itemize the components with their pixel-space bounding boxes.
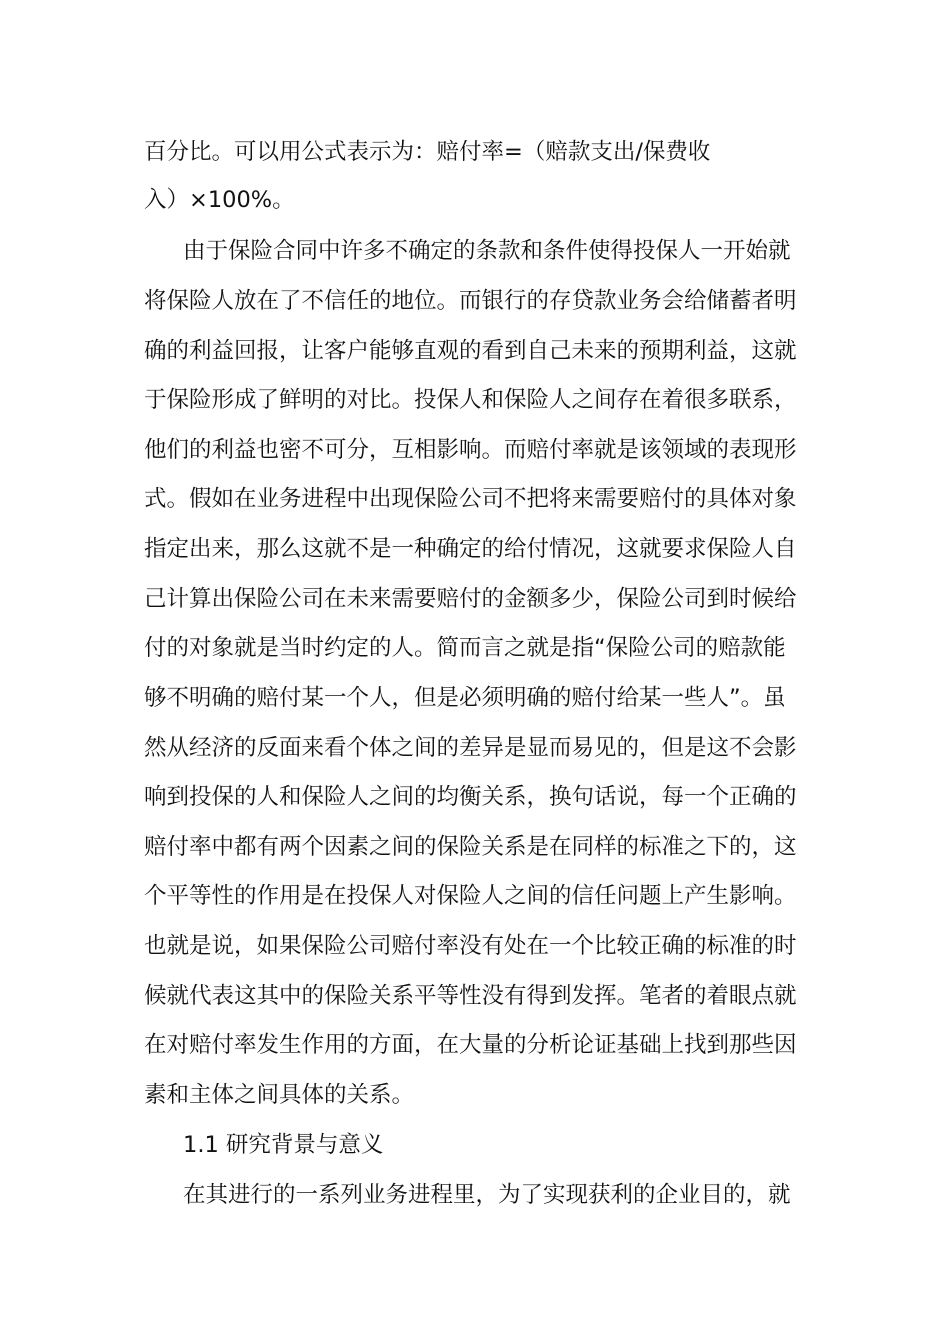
text-line: 赔付率中都有两个因素之间的保险关系是在同样的标准之下的，这 xyxy=(144,834,797,860)
section-heading: 1.1 研究背景与意义 xyxy=(183,1132,384,1158)
text-line: 个平等性的作用是在投保人对保险人之间的信任问题上产生影响。 xyxy=(144,883,797,909)
paragraph-first-line: 在其进行的一系列业务进程里，为了实现获利的企业目的，就 xyxy=(183,1182,791,1208)
text-line: 也就是说，如果保险公司赔付率没有处在一个比较正确的标准的时 xyxy=(144,933,797,959)
text-line: 己计算出保险公司在未来需要赔付的金额多少，保险公司到时候给 xyxy=(144,586,797,612)
text-line: 于保险形成了鲜明的对比。投保人和保险人之间存在着很多联系， xyxy=(144,387,797,413)
text-line: 响到投保的人和保险人之间的均衡关系，换句话说，每一个正确的 xyxy=(144,784,797,810)
text-line: 百分比。可以用公式表示为：赔付率=（赔款支出/保费收 xyxy=(144,139,711,165)
text-line: 候就代表这其中的保险关系平等性没有得到发挥。笔者的着眼点就 xyxy=(144,983,797,1009)
text-line: 素和主体之间具体的关系。 xyxy=(144,1082,415,1108)
text-line: 他们的利益也密不可分，互相影响。而赔付率就是该领域的表现形 xyxy=(144,437,797,463)
text-line: 确的利益回报，让客户能够直观的看到自己未来的预期利益，这就 xyxy=(144,338,797,364)
text-line: 然从经济的反面来看个体之间的差异是显而易见的，但是这不会影 xyxy=(144,735,797,761)
text-line: 式。假如在业务进程中出现保险公司不把将来需要赔付的具体对象 xyxy=(144,486,797,512)
text-line: 在对赔付率发生作用的方面，在大量的分析论证基础上找到那些因 xyxy=(144,1032,797,1058)
text-line: 付的对象就是当时约定的人。简而言之就是指“保险公司的赔款能 xyxy=(144,635,786,661)
paragraph-first-line: 由于保险合同中许多不确定的条款和条件使得投保人一开始就 xyxy=(183,238,791,264)
text-line: 入）×100%。 xyxy=(144,187,295,213)
text-line: 指定出来，那么这就不是一种确定的给付情况，这就要求保险人自 xyxy=(144,536,797,562)
text-line: 将保险人放在了不信任的地位。而银行的存贷款业务会给储蓄者明 xyxy=(144,288,797,314)
text-line: 够不明确的赔付某一个人，但是必须明确的赔付给某一些人”。虽 xyxy=(144,685,786,711)
